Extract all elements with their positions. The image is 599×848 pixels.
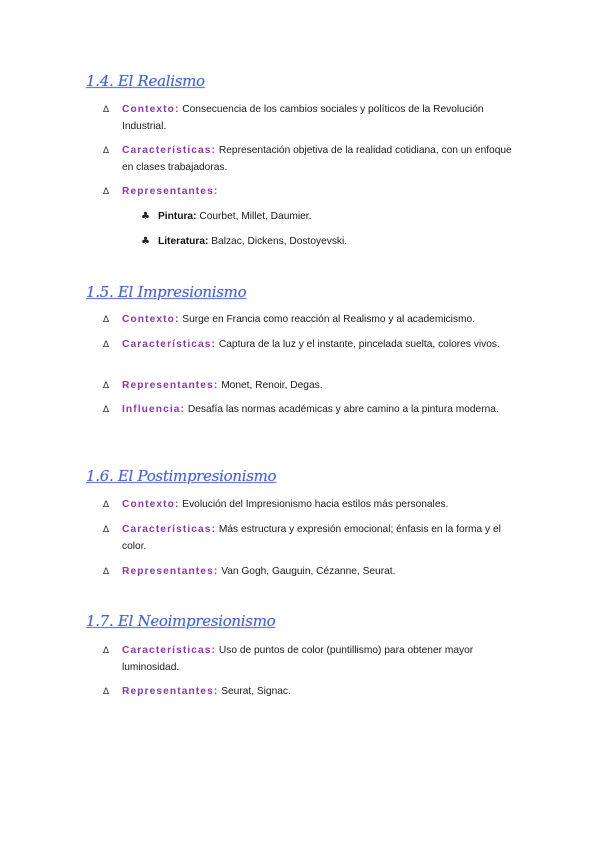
- list-item: [122, 142, 517, 176]
- item-text: Más estructura y expresión emocional; énfasis en la forma y el color.: [122, 524, 501, 552]
- item-text: Uso de puntos de color (puntillismo) para obtener mayor luminosidad.: [122, 645, 474, 673]
- sub-item-label: Literatura:: [158, 236, 209, 247]
- triangle-bullet-icon: ∆: [103, 500, 110, 510]
- item-text: Surge en Francia como reacción al Realismo y al academicismo.: [182, 314, 476, 325]
- sub-list-item: [158, 208, 518, 225]
- item-label: Representantes:: [122, 566, 219, 577]
- list-item: [122, 642, 517, 676]
- list-item: [122, 311, 517, 328]
- item-text: Representación objetiva de la realidad cotidiana, con un enfoque en clases trabajadoras.: [122, 145, 512, 173]
- item-label: Características:: [122, 339, 217, 350]
- club-bullet-icon: ♣: [141, 211, 150, 222]
- triangle-bullet-icon: ∆: [103, 567, 110, 577]
- item-label: Características:: [122, 145, 217, 156]
- item-label: Representantes:: [122, 186, 219, 197]
- item-label: Influencia:: [122, 404, 186, 415]
- sub-item-text: Balzac, Dickens, Dostoyevski.: [211, 236, 348, 247]
- item-label: Contexto:: [122, 314, 180, 325]
- list-item: [122, 336, 517, 353]
- list-item: [122, 521, 517, 555]
- item-label: Características:: [122, 524, 217, 535]
- list-item: [122, 401, 517, 418]
- item-text: Evolución del Impresionismo hacia estilos más personales.: [182, 499, 449, 510]
- triangle-bullet-icon: ∆: [103, 146, 110, 156]
- item-text: Desafía las normas académicas y abre camino a la pintura moderna.: [187, 404, 499, 415]
- section-heading: 1.7. El Neoimpresionismo: [86, 612, 276, 630]
- section-heading: 1.5. El Impresionismo: [86, 283, 247, 301]
- sub-item-text: Courbet, Millet, Daumier.: [199, 211, 312, 222]
- item-label: Representantes:: [122, 686, 219, 697]
- item-label: Características:: [122, 645, 217, 656]
- section-heading: 1.6. El Postimpresionismo: [86, 467, 277, 485]
- triangle-bullet-icon: ∆: [103, 315, 110, 325]
- list-item: [122, 563, 517, 580]
- item-label: Representantes:: [122, 380, 219, 391]
- triangle-bullet-icon: ∆: [103, 525, 110, 535]
- list-item: [122, 377, 517, 394]
- triangle-bullet-icon: ∆: [103, 381, 110, 391]
- club-bullet-icon: ♣: [141, 236, 150, 247]
- triangle-bullet-icon: ∆: [103, 105, 110, 115]
- sub-list-item: [158, 233, 518, 250]
- item-text: Monet, Renoir, Degas.: [221, 380, 323, 391]
- list-item: [122, 183, 517, 200]
- list-item: [122, 496, 517, 513]
- triangle-bullet-icon: ∆: [103, 687, 110, 697]
- triangle-bullet-icon: ∆: [103, 405, 110, 415]
- sub-item-label: Pintura:: [158, 211, 197, 222]
- section-heading: 1.4. El Realismo: [86, 72, 205, 90]
- triangle-bullet-icon: ∆: [103, 340, 110, 350]
- triangle-bullet-icon: ∆: [103, 187, 110, 197]
- item-text: Seurat, Signac.: [221, 686, 291, 697]
- list-item: [122, 101, 517, 135]
- triangle-bullet-icon: ∆: [103, 646, 110, 656]
- item-text: Consecuencia de los cambios sociales y políticos de la Revolución Industrial.: [122, 104, 484, 132]
- item-text: Van Gogh, Gauguin, Cézanne, Seurat.: [221, 566, 396, 577]
- item-text: Captura de la luz y el instante, pincelada suelta, colores vivos.: [218, 339, 500, 350]
- item-label: Contexto:: [122, 499, 180, 510]
- list-item: [122, 683, 517, 700]
- item-label: Contexto:: [122, 104, 180, 115]
